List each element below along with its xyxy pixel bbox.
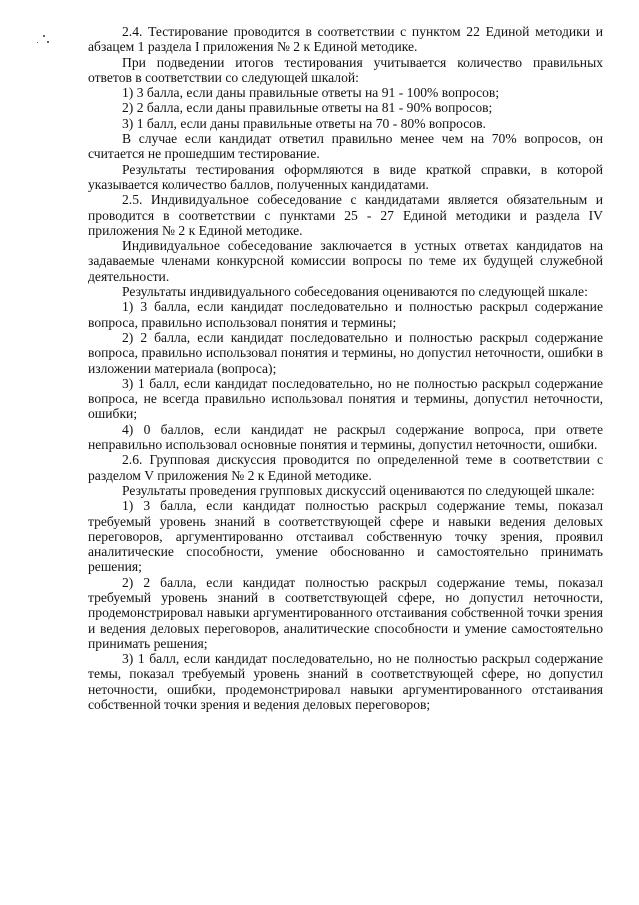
paragraph: 1) 3 балла, если кандидат полностью раскрыл содержание темы, показал требуемый уровень знаний в соответствующей сфере и навыки ведения деловых переговоров, аргументированно отстаивал собственную точку зрения, проявил аналитические способности, умение обоснованно и самостоятельно принимать решения; [88, 498, 603, 575]
paragraph: 2.6. Групповая дискуссия проводится по определенной теме в соответствии с разделом V приложения № 2 к Единой методике. [88, 452, 603, 483]
paragraph: Результаты индивидуального собеседования оцениваются по следующей шкале: [122, 284, 588, 300]
paragraph: Индивидуальное собеседование заключается в устных ответах кандидатов на задаваемые членами конкурсной комиссии вопросы по теме их будущей служебной деятельности. [88, 238, 603, 284]
paragraph: 1) 3 балла, если кандидат последовательно и полностью раскрыл содержание вопроса, правильно использовал понятия и термины; [88, 299, 603, 330]
scan-speck [37, 42, 38, 43]
paragraph: 1) 3 балла, если даны правильные ответы на 91 - 100% вопросов; [122, 85, 500, 101]
scan-speck [43, 35, 45, 37]
paragraph: Результаты проведения групповых дискуссий оцениваются по следующей шкале: [122, 482, 595, 498]
paragraph: 3) 1 балл, если кандидат последовательно, но не полностью раскрыл содержание темы, показал требуемый уровень знаний в соответствующей сфере, но допустил неточности, ошибки, продемонстрировал навыки аргументированного отстаивания собственной точки зрения и ведения деловых переговоров; [88, 651, 603, 713]
paragraph: 3) 1 балл, если даны правильные ответы на 70 - 80% вопросов. [122, 115, 486, 131]
scan-speck [47, 41, 49, 43]
paragraph: 2) 2 балла, если кандидат последовательно и полностью раскрыл содержание вопроса, правильно использовал понятия и термины, но допустил неточности, ошибки в изложении материала (вопроса); [88, 329, 603, 376]
paragraph: 4) 0 баллов, если кандидат не раскрыл содержание вопроса, при ответе неправильно использовал основные понятия и термины, допустил неточности, ошибки. [88, 421, 603, 453]
document-page [88, 24, 603, 712]
paragraph: При подведении итогов тестирования учитывается количество правильных ответов в соответствии со следующей шкалой: [88, 54, 603, 85]
paragraph: 2) 2 балла, если кандидат полностью раскрыл содержание темы, показал требуемый уровень знаний в соответствующей сфере, но допустил неточности, продемонстрировал навыки аргументированного отстаивания собственной точки зрения и ведения деловых переговоров, аналитические способности и умение самостоятельно принимать решения; [88, 574, 603, 651]
paragraph: 3) 1 балл, если кандидат последовательно, но не полностью раскрыл содержание вопроса, не всегда правильно использовал понятия и термины, допустил неточности, ошибки; [88, 375, 603, 422]
paragraph: 2.4. Тестирование проводится в соответствии с пунктом 22 Единой методики и абзацем 1 раздела I приложения № 2 к Единой методике. [88, 24, 603, 55]
paragraph: В случае если кандидат ответил правильно менее чем на 70% вопросов, он считается не прошедшим тестирование. [88, 131, 603, 162]
paragraph: Результаты тестирования оформляются в виде краткой справки, в которой указывается количество баллов, полученных кандидатами. [88, 161, 603, 192]
paragraph: 2.5. Индивидуальное собеседование с кандидатами является обязательным и проводится в соответствии с пунктами 25 - 27 Единой методики и раздела IV приложения № 2 к Единой методике. [88, 192, 603, 238]
paragraph: 2) 2 балла, если даны правильные ответы на 81 - 90% вопросов; [122, 100, 493, 116]
